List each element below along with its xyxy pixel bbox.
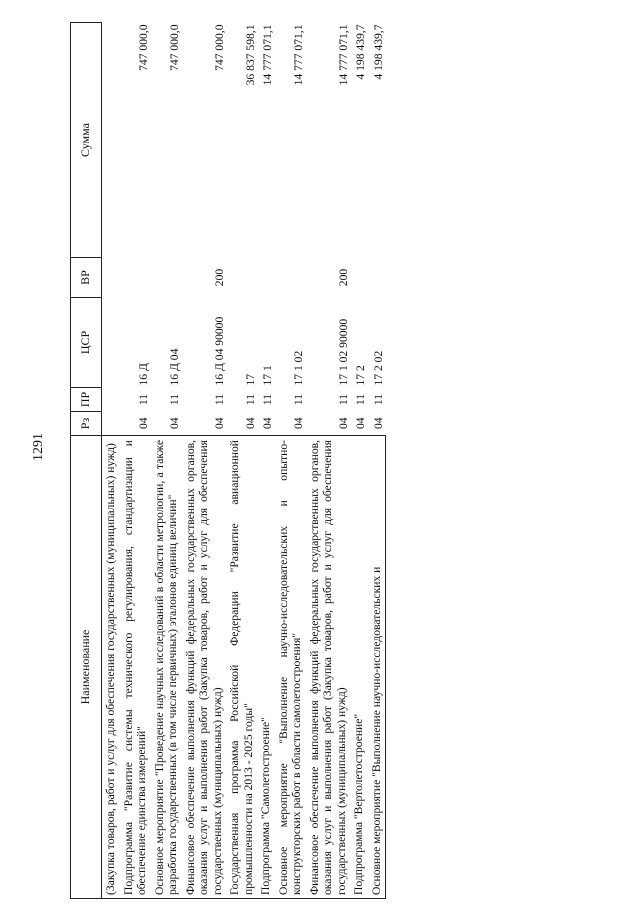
row-rz: 04 (372, 417, 385, 430)
row-name: Финансовое обеспечение выполнения функций федеральных государственных органов, оказания услуг и выполнения работ (Закупка товаров, работ и услуг для обеспечения государственных (муниципальных) нужд) (182, 436, 227, 899)
row-csr (102, 298, 120, 388)
table-row (275, 23, 306, 899)
table-row (102, 23, 120, 899)
row-vr: 200 (212, 268, 226, 287)
row-name: Подпрограмма "Вертолетостроение" (350, 436, 368, 899)
row-csr: 16 Д 04 (168, 348, 181, 386)
row-csr: 17 2 (354, 365, 367, 386)
table-header-row (71, 23, 102, 899)
row-rz (102, 412, 120, 436)
header-csr: ЦСР (71, 298, 102, 388)
row-pr: 11 (168, 393, 181, 406)
row-pr (102, 388, 120, 412)
row-vr (368, 258, 386, 298)
row-sum: 4 198 439,7 (372, 24, 385, 80)
page-number: 1291 (31, 433, 46, 461)
row-pr: 11 (292, 393, 305, 406)
table-row (226, 23, 257, 899)
row-name: Подпрограмма "Развитие системы технического регулирования, стандартизации и обеспечение единства измерений" (120, 436, 151, 899)
header-rz: Рз (71, 412, 102, 436)
row-pr: 11 (372, 393, 385, 406)
row-name: Основное мероприятие "Проведение научных исследований в области метрологии, а также разработка государственных (в том числе первичных) эталонов единиц величин" (151, 436, 182, 899)
row-rz: 04 (336, 417, 350, 430)
row-sum: 747 000,0 (212, 24, 226, 71)
row-sum (102, 23, 120, 258)
row-pr: 11 (137, 393, 150, 406)
row-sum: 36 837 598,1 (243, 24, 257, 86)
row-name: Основное мероприятие "Выполнение научно-исследовательских и опытно-конструкторских работ в области самолетостроения" (275, 436, 306, 899)
row-rz: 04 (354, 417, 367, 430)
row-pr: 11 (354, 393, 367, 406)
row-name: Финансовое обеспечение выполнения функций федеральных государственных органов, оказания услуг и выполнения работ (Закупка товаров, работ и услуг для обеспечения государственных (муниципальных) нужд) (306, 436, 351, 899)
header-name: Наименование (71, 436, 102, 899)
row-vr: 200 (336, 268, 350, 287)
row-pr: 11 (212, 393, 226, 406)
row-vr (102, 258, 120, 298)
row-csr: 17 1 02 90000 (336, 318, 350, 386)
table-row (306, 23, 351, 899)
row-pr: 11 (243, 393, 257, 406)
table-row (368, 23, 386, 899)
row-pr: 11 (336, 393, 350, 406)
row-vr (120, 258, 151, 298)
row-vr (350, 258, 368, 298)
header-vr: ВР (71, 258, 102, 298)
row-name: Основное мероприятие "Выполнение научно-исследовательских и (368, 436, 386, 899)
row-sum: 4 198 439,7 (354, 24, 367, 80)
row-csr: 16 Д (137, 363, 150, 386)
row-rz: 04 (168, 417, 181, 430)
table-row (151, 23, 182, 899)
row-csr: 17 1 02 (292, 350, 305, 386)
row-sum: 14 777 071,1 (292, 24, 305, 86)
row-vr (257, 258, 275, 298)
row-rz: 04 (212, 417, 226, 430)
row-sum: 14 777 071,1 (261, 24, 274, 86)
table-row (120, 23, 151, 899)
row-rz: 04 (137, 417, 150, 430)
row-name: Подпрограмма "Самолетостроение" (257, 436, 275, 899)
budget-table (70, 22, 386, 899)
row-name: Государственная программа Российской Федерации "Развитие авиационной промышленности на 2013 - 2025 годы" (226, 436, 257, 899)
table-row (182, 23, 227, 899)
row-vr (275, 258, 306, 298)
table-row (257, 23, 275, 899)
header-sum: Сумма (71, 23, 102, 258)
row-sum: 747 000,0 (137, 24, 150, 71)
row-csr: 17 2 02 (372, 350, 385, 386)
row-name: (Закупка товаров, работ и услуг для обеспечения государственных (муниципальных) нужд) (102, 436, 120, 899)
row-sum: 747 000,0 (168, 24, 181, 71)
row-sum: 14 777 071,1 (336, 24, 350, 86)
row-csr: 17 (243, 373, 257, 386)
table-row (350, 23, 368, 899)
row-rz: 04 (261, 417, 274, 430)
row-vr (151, 258, 182, 298)
row-vr (226, 258, 257, 298)
row-rz: 04 (243, 417, 257, 430)
row-csr: 17 1 (261, 365, 274, 386)
header-pr: ПР (71, 388, 102, 412)
row-rz: 04 (292, 417, 305, 430)
row-pr: 11 (261, 393, 274, 406)
row-csr: 16 Д 04 90000 (212, 316, 226, 386)
